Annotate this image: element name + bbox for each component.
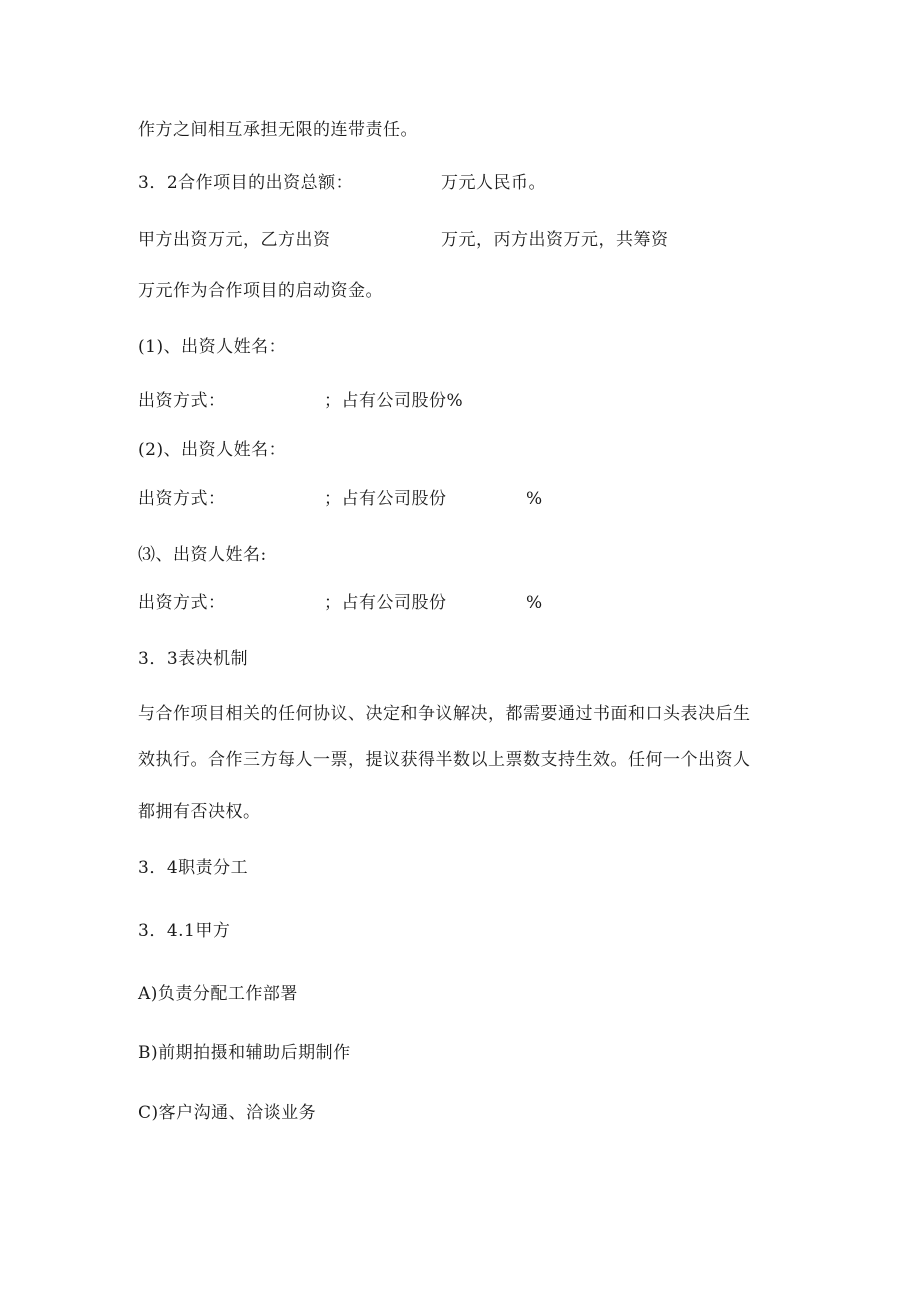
paragraph-line: 作方之间相互承担无限的连带责任。 xyxy=(138,120,418,140)
paragraph-line: 都拥有否决权。 xyxy=(138,802,261,822)
list-item: B)前期拍摄和辅助后期制作 xyxy=(138,1043,351,1063)
section-heading: 3．4职责分工 xyxy=(138,858,249,878)
investor-3-method-line xyxy=(138,592,558,614)
contribution-line xyxy=(138,229,758,251)
investor-1-method-label: 出资方式： xyxy=(138,391,226,411)
total-investment-label: 3．2合作项目的出资总额： xyxy=(138,173,354,193)
investor-3-share-label: ；占有公司股份 xyxy=(324,593,447,613)
investor-1-method-line xyxy=(138,390,558,412)
investor-2-method-line xyxy=(138,488,558,510)
paragraph-line: 万元作为合作项目的启动资金。 xyxy=(138,281,383,301)
total-investment-unit: 万元人民币。 xyxy=(441,173,546,193)
contribution-text-a: 甲方出资万元，乙方出资 xyxy=(138,230,331,250)
investor-2-percent: % xyxy=(526,489,543,509)
investor-3-method-label: 出资方式： xyxy=(138,593,226,613)
list-item: A)负责分配工作部署 xyxy=(138,984,298,1004)
total-investment-line xyxy=(138,172,738,194)
investor-2-share-label: ；占有公司股份 xyxy=(324,489,447,509)
subsection-heading: 3．4.1甲方 xyxy=(138,921,231,941)
investor-3-percent: % xyxy=(526,593,543,613)
investor-3-name-label: ⑶、出资人姓名: xyxy=(138,545,267,565)
investor-2-method-label: 出资方式： xyxy=(138,489,226,509)
investor-1-name-label: (1)、出资人姓名： xyxy=(138,337,287,357)
investor-2-name-label: (2)、出资人姓名： xyxy=(138,440,287,460)
paragraph-line: 与合作项目相关的任何协议、决定和争议解决，都需要通过书面和口头表决后生 xyxy=(138,704,751,724)
investor-1-share-label: ；占有公司股份% xyxy=(324,391,464,411)
section-heading: 3．3表决机制 xyxy=(138,649,249,669)
paragraph-line: 效执行。合作三方每人一票，提议获得半数以上票数支持生效。任何一个出资人 xyxy=(138,750,751,770)
list-item: C)客户沟通、洽谈业务 xyxy=(138,1103,317,1123)
contribution-text-b: 万元，丙方出资万元，共筹资 xyxy=(441,230,669,250)
